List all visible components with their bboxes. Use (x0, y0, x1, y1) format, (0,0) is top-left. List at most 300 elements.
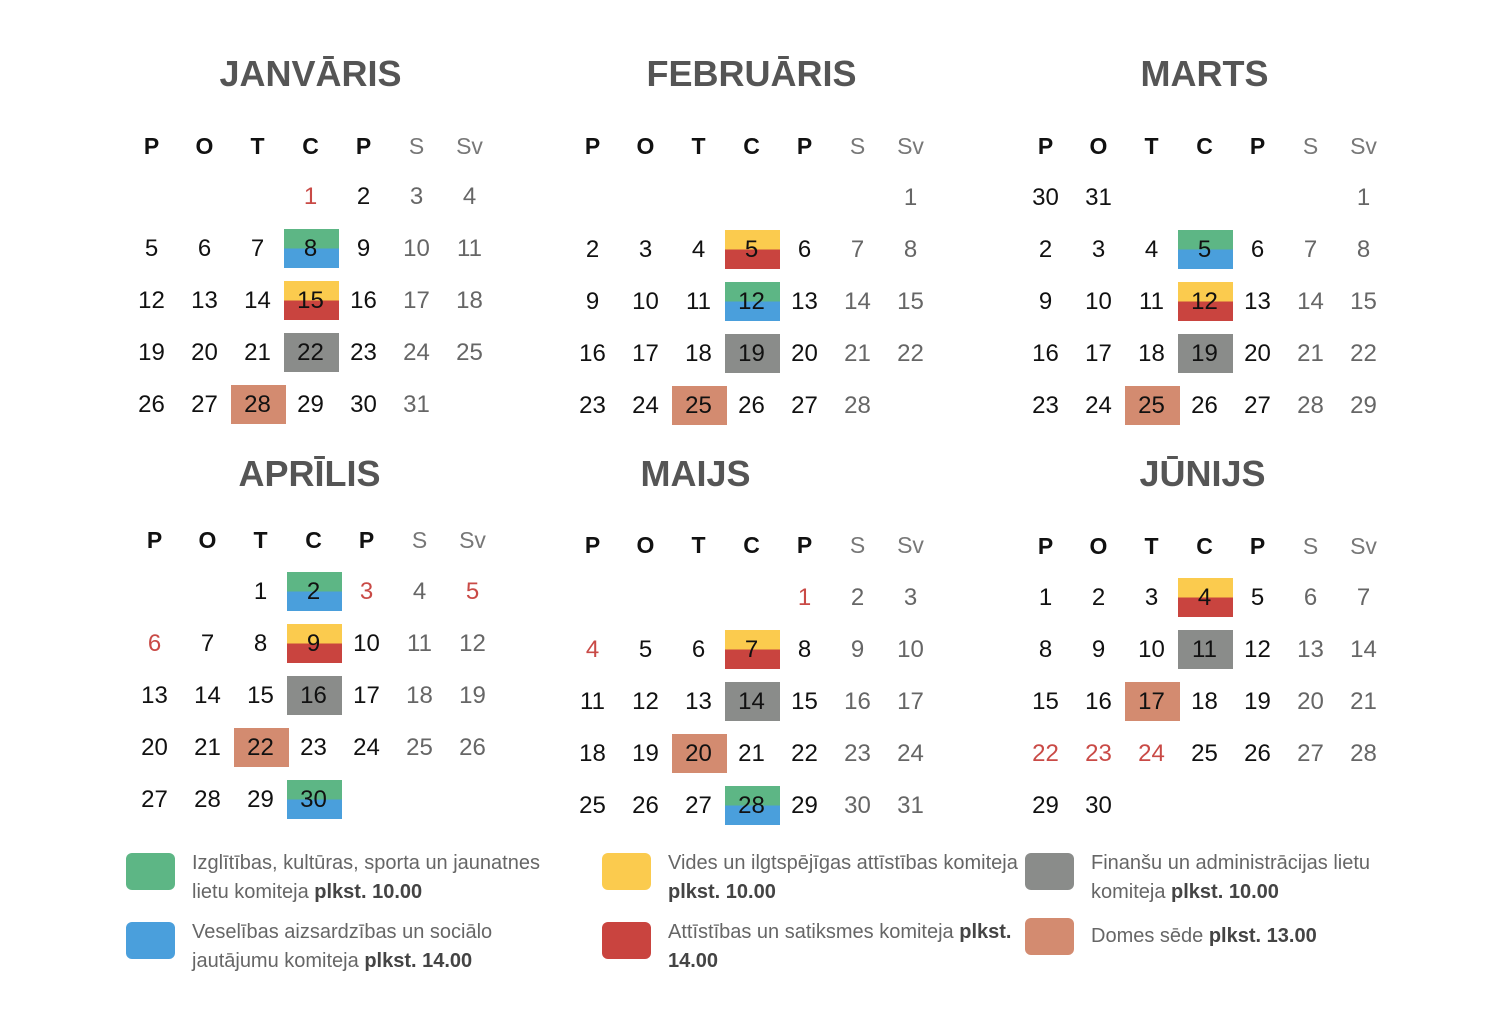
day-number: 29 (791, 792, 818, 819)
empty-day (125, 171, 178, 223)
day-cell (1284, 728, 1337, 780)
day-number: 28 (844, 392, 871, 419)
day-number: 29 (1350, 392, 1377, 419)
day-number: 9 (1091, 636, 1106, 663)
weekday-header: Sv (897, 532, 924, 558)
day-cell (831, 380, 884, 432)
day-number: 28 (244, 391, 271, 418)
day-cell (1337, 224, 1390, 276)
day-cell (619, 380, 672, 432)
day-number: 25 (579, 792, 606, 819)
day-cell (884, 276, 937, 328)
day-number: 11 (457, 235, 482, 262)
day-grid (125, 171, 496, 431)
empty-day (446, 774, 499, 826)
day-cell (1231, 728, 1284, 780)
day-grid (1019, 572, 1390, 832)
day-cell (566, 328, 619, 380)
day-number: 2 (356, 183, 371, 210)
day-number: 15 (1032, 688, 1059, 715)
day-number: 9 (850, 636, 865, 663)
day-number: 3 (638, 236, 653, 263)
day-number: 26 (738, 392, 765, 419)
weekday-header-row (125, 126, 496, 166)
weekday-header: O (198, 527, 217, 553)
day-number: 9 (1038, 288, 1053, 315)
day-number: 14 (194, 682, 221, 709)
day-cell (337, 327, 390, 379)
month-title: FEBRUĀRIS (646, 53, 857, 94)
legend-time: plkst. 14.00 (364, 950, 473, 972)
day-cell (1019, 572, 1072, 624)
day-cell (446, 618, 499, 670)
empty-day (1284, 172, 1337, 224)
day-cell (1337, 676, 1390, 728)
legend-swatch (1025, 918, 1074, 955)
day-grid (1019, 172, 1390, 432)
day-cell (725, 380, 778, 432)
legend-time: plkst. 10.00 (314, 881, 423, 903)
day-number: 28 (738, 792, 765, 819)
day-cell (443, 275, 496, 327)
day-cell (337, 379, 390, 431)
day-number: 28 (194, 786, 221, 813)
day-cell (128, 722, 181, 774)
day-cell (831, 328, 884, 380)
weekday-header: P (1249, 133, 1266, 159)
day-cell (831, 624, 884, 676)
day-number: 21 (844, 340, 871, 367)
day-cell (1125, 572, 1178, 624)
day-cell (234, 566, 287, 618)
day-cell (231, 327, 284, 379)
day-number: 16 (844, 688, 871, 715)
day-cell (778, 780, 831, 832)
empty-day (1231, 172, 1284, 224)
day-number: 24 (632, 392, 659, 419)
day-cell (884, 328, 937, 380)
day-cell (566, 380, 619, 432)
day-number: 27 (1297, 740, 1324, 767)
month-2 (566, 53, 946, 433)
legend-swatch (126, 922, 175, 959)
day-number: 28 (1297, 392, 1324, 419)
legend-text (1091, 922, 1371, 951)
day-number: 5 (1197, 236, 1212, 263)
weekday-header: C (743, 532, 760, 558)
legend-time: plkst. 10.00 (668, 881, 776, 903)
day-cell (128, 774, 181, 826)
day-number: 15 (297, 287, 324, 314)
day-number: 22 (1032, 740, 1059, 767)
day-number: 12 (1244, 636, 1271, 663)
day-cell (125, 379, 178, 431)
day-number: 12 (632, 688, 659, 715)
day-number: 19 (1244, 688, 1271, 715)
weekday-header: Sv (1350, 133, 1377, 159)
empty-day (778, 172, 831, 224)
empty-day (1178, 172, 1231, 224)
day-number: 3 (1091, 236, 1106, 263)
day-cell (884, 676, 937, 728)
day-cell (1072, 276, 1125, 328)
day-number: 6 (691, 636, 706, 663)
day-number: 17 (897, 688, 924, 715)
day-number: 12 (1191, 288, 1218, 315)
day-number: 25 (406, 734, 433, 761)
day-cell (128, 670, 181, 722)
day-number: 4 (462, 183, 477, 210)
day-cell (128, 618, 181, 670)
day-cell (566, 676, 619, 728)
legend-text (192, 849, 542, 907)
day-cell (337, 171, 390, 223)
day-number: 19 (138, 339, 165, 366)
day-cell (337, 275, 390, 327)
weekday-header: O (636, 133, 655, 159)
day-cell (446, 670, 499, 722)
day-cell (287, 774, 340, 826)
legend-item (126, 849, 542, 907)
day-cell (566, 276, 619, 328)
day-cell (1125, 624, 1178, 676)
day-number: 8 (903, 236, 918, 263)
day-number: 4 (691, 236, 706, 263)
day-number: 25 (1191, 740, 1218, 767)
day-number: 2 (1091, 584, 1106, 611)
day-number: 16 (1032, 340, 1059, 367)
day-cell (1072, 676, 1125, 728)
day-number: 6 (1250, 236, 1265, 263)
legend-text (1091, 849, 1371, 907)
day-number: 8 (253, 630, 268, 657)
day-cell (619, 276, 672, 328)
day-number: 20 (685, 740, 712, 767)
day-cell (178, 379, 231, 431)
day-number: 1 (1356, 184, 1371, 211)
day-cell (1337, 276, 1390, 328)
day-number: 2 (1038, 236, 1053, 263)
day-cell (284, 327, 337, 379)
day-cell (672, 676, 725, 728)
day-cell (231, 379, 284, 431)
weekday-header: P (584, 532, 601, 558)
day-number: 16 (350, 287, 377, 314)
day-cell (443, 223, 496, 275)
empty-day (1231, 780, 1284, 832)
day-number: 3 (409, 183, 424, 210)
day-cell (1284, 572, 1337, 624)
day-number: 27 (141, 786, 168, 813)
day-number: 16 (579, 340, 606, 367)
weekday-header: P (1037, 133, 1054, 159)
day-number: 22 (897, 340, 924, 367)
day-cell (125, 327, 178, 379)
day-number: 4 (412, 578, 427, 605)
day-number: 20 (791, 340, 818, 367)
day-number: 16 (1085, 688, 1112, 715)
weekday-header: S (408, 133, 425, 159)
weekday-header-row (128, 520, 499, 560)
empty-day (1178, 780, 1231, 832)
day-cell (725, 224, 778, 276)
month-6 (1019, 453, 1399, 833)
day-cell (1072, 224, 1125, 276)
day-number: 11 (1192, 636, 1217, 663)
day-cell (778, 276, 831, 328)
day-number: 29 (247, 786, 274, 813)
day-number: 14 (1350, 636, 1377, 663)
day-cell (778, 728, 831, 780)
day-cell (1337, 624, 1390, 676)
day-number: 20 (191, 339, 218, 366)
day-cell (1125, 224, 1178, 276)
day-cell (831, 572, 884, 624)
day-number: 2 (850, 584, 865, 611)
day-cell (1125, 276, 1178, 328)
day-number: 15 (1350, 288, 1377, 315)
day-cell (1284, 624, 1337, 676)
weekday-header: T (250, 133, 265, 159)
day-cell (672, 780, 725, 832)
empty-day (1125, 172, 1178, 224)
day-number: 31 (897, 792, 924, 819)
day-number: 6 (197, 235, 212, 262)
day-number: 14 (738, 688, 765, 715)
day-cell (566, 780, 619, 832)
day-cell (284, 171, 337, 223)
legend-item (1025, 918, 1371, 955)
day-number: 21 (194, 734, 221, 761)
day-cell (1019, 380, 1072, 432)
day-cell (340, 722, 393, 774)
legend-label: Finanšu un administrācijas lietu komiteja (1091, 852, 1371, 903)
day-number: 13 (1244, 288, 1271, 315)
day-number: 15 (897, 288, 924, 315)
day-cell (1019, 780, 1072, 832)
empty-day (884, 380, 937, 432)
day-number: 26 (1244, 740, 1271, 767)
empty-day (672, 172, 725, 224)
weekday-header: P (146, 527, 163, 553)
day-number: 23 (844, 740, 871, 767)
day-cell (1125, 328, 1178, 380)
day-cell (287, 670, 340, 722)
legend-swatch (126, 853, 175, 890)
day-cell (725, 624, 778, 676)
weekday-header-row (566, 525, 937, 565)
day-number: 22 (1350, 340, 1377, 367)
day-number: 19 (632, 740, 659, 767)
day-cell (287, 618, 340, 670)
day-number: 2 (585, 236, 600, 263)
day-number: 9 (356, 235, 371, 262)
day-cell (390, 327, 443, 379)
day-number: 7 (1303, 236, 1318, 263)
day-number: 7 (250, 235, 265, 262)
weekday-header-row (1019, 526, 1390, 566)
day-cell (234, 722, 287, 774)
day-number: 13 (1297, 636, 1324, 663)
day-cell (1284, 328, 1337, 380)
day-number: 25 (685, 392, 712, 419)
day-number: 7 (1356, 584, 1371, 611)
day-cell (181, 670, 234, 722)
day-cell (443, 171, 496, 223)
day-number: 23 (1085, 740, 1112, 767)
legend-text (668, 918, 1028, 976)
day-cell (778, 572, 831, 624)
day-cell (1231, 380, 1284, 432)
day-cell (1178, 328, 1231, 380)
day-number: 31 (403, 391, 430, 418)
day-cell (393, 722, 446, 774)
weekday-header: S (1302, 133, 1319, 159)
day-number: 3 (359, 578, 374, 605)
weekday-header: T (1144, 533, 1159, 559)
day-number: 8 (1356, 236, 1371, 263)
day-cell (725, 728, 778, 780)
day-cell (831, 224, 884, 276)
empty-day (1125, 780, 1178, 832)
day-number: 11 (686, 288, 711, 315)
weekday-header: T (691, 133, 706, 159)
day-cell (1178, 624, 1231, 676)
month-1 (125, 53, 505, 433)
weekday-header: C (302, 133, 319, 159)
weekday-header: O (636, 532, 655, 558)
day-number: 21 (1297, 340, 1324, 367)
day-number: 25 (456, 339, 483, 366)
weekday-header: P (358, 527, 375, 553)
day-number: 30 (350, 391, 377, 418)
day-cell (181, 618, 234, 670)
day-cell (566, 224, 619, 276)
legend-swatch (602, 853, 651, 890)
legend-time: plkst. 10.00 (1171, 881, 1279, 903)
day-number: 20 (1244, 340, 1271, 367)
day-number: 3 (903, 584, 918, 611)
day-cell (181, 774, 234, 826)
day-cell (672, 728, 725, 780)
day-cell (1231, 572, 1284, 624)
day-number: 8 (303, 235, 318, 262)
day-number: 24 (897, 740, 924, 767)
day-number: 7 (200, 630, 215, 657)
legend-label: Attīstības un satiksmes komiteja (668, 921, 960, 943)
day-number: 22 (297, 339, 324, 366)
day-number: 1 (253, 578, 268, 605)
month-5 (566, 453, 946, 833)
day-cell (181, 722, 234, 774)
day-number: 23 (350, 339, 377, 366)
day-number: 24 (1138, 740, 1165, 767)
empty-day (725, 172, 778, 224)
empty-day (231, 171, 284, 223)
weekday-header: P (1249, 533, 1266, 559)
day-number: 4 (585, 636, 600, 663)
weekday-header: S (1302, 533, 1319, 559)
legend-item (126, 918, 552, 976)
empty-day (566, 572, 619, 624)
day-number: 17 (1085, 340, 1112, 367)
day-number: 20 (141, 734, 168, 761)
day-number: 1 (303, 183, 318, 210)
weekday-header-row (1019, 126, 1390, 166)
weekday-header: C (1196, 133, 1213, 159)
empty-day (831, 172, 884, 224)
day-cell (1072, 572, 1125, 624)
day-cell (1231, 328, 1284, 380)
day-grid (566, 572, 937, 832)
day-number: 12 (459, 630, 486, 657)
day-number: 27 (685, 792, 712, 819)
month-3 (1019, 53, 1399, 433)
day-cell (831, 728, 884, 780)
day-number: 10 (632, 288, 659, 315)
day-number: 26 (459, 734, 486, 761)
day-cell (831, 780, 884, 832)
legend-swatch (602, 922, 651, 959)
day-number: 23 (300, 734, 327, 761)
day-number: 10 (403, 235, 430, 262)
day-cell (884, 624, 937, 676)
day-number: 27 (791, 392, 818, 419)
day-cell (390, 379, 443, 431)
day-cell (831, 276, 884, 328)
day-number: 13 (191, 287, 218, 314)
day-cell (390, 171, 443, 223)
day-cell (672, 328, 725, 380)
weekday-header: P (796, 133, 813, 159)
day-number: 6 (147, 630, 162, 657)
day-cell (619, 780, 672, 832)
legend-swatch (1025, 853, 1074, 890)
day-cell (287, 722, 340, 774)
weekday-header: P (1037, 533, 1054, 559)
day-number: 10 (1138, 636, 1165, 663)
legend-item (602, 849, 1028, 907)
day-cell (1072, 380, 1125, 432)
day-cell (619, 676, 672, 728)
weekday-header: P (584, 133, 601, 159)
day-cell (778, 676, 831, 728)
day-cell (390, 275, 443, 327)
legend-item (1025, 849, 1371, 907)
day-cell (884, 224, 937, 276)
day-number: 6 (797, 236, 812, 263)
day-cell (1125, 728, 1178, 780)
day-number: 17 (403, 287, 430, 314)
day-number: 6 (1303, 584, 1318, 611)
day-number: 30 (300, 786, 327, 813)
empty-day (181, 566, 234, 618)
day-number: 19 (1191, 340, 1218, 367)
day-cell (1337, 728, 1390, 780)
month-title: JŪNIJS (1139, 453, 1266, 494)
day-cell (446, 722, 499, 774)
day-cell (1019, 172, 1072, 224)
day-number: 5 (1250, 584, 1265, 611)
day-cell (1072, 624, 1125, 676)
day-number: 12 (738, 288, 765, 315)
day-cell (234, 618, 287, 670)
day-cell (231, 275, 284, 327)
weekday-header: T (691, 532, 706, 558)
day-number: 20 (1297, 688, 1324, 715)
day-number: 23 (1032, 392, 1059, 419)
day-number: 10 (897, 636, 924, 663)
